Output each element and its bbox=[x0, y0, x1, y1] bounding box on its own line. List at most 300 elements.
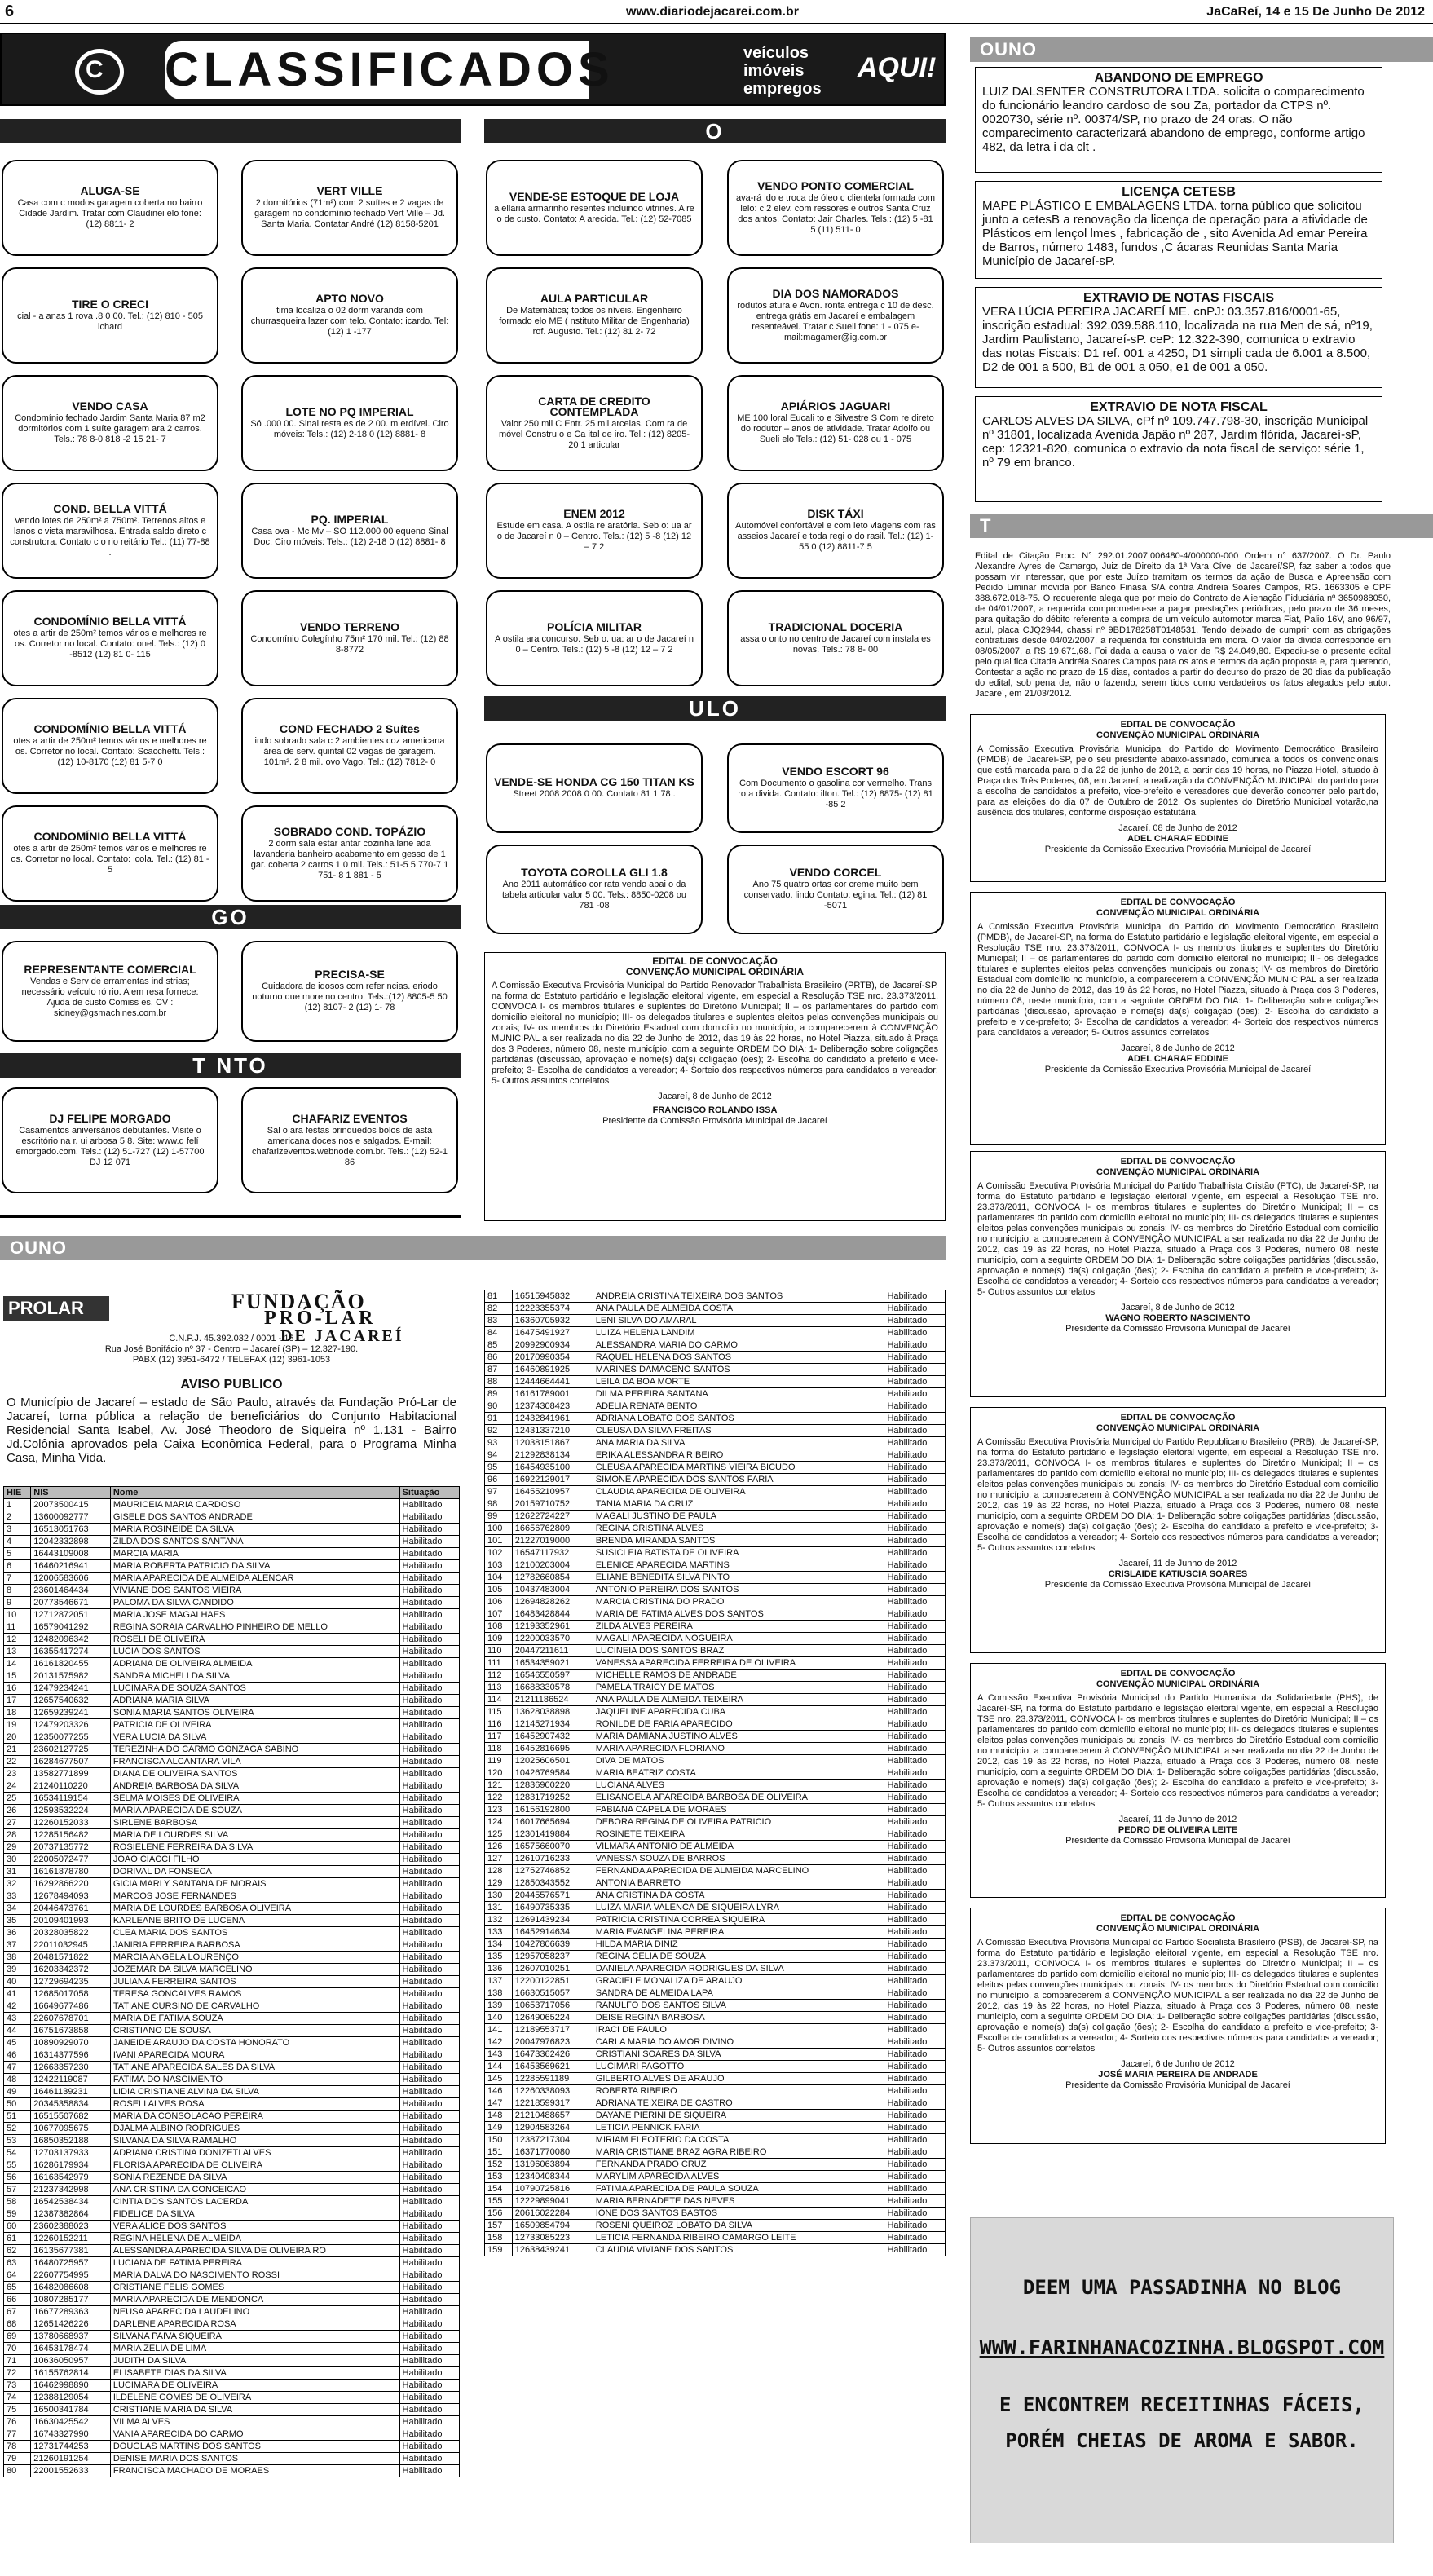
table-cell: 12733085223 bbox=[512, 2232, 593, 2244]
classified-ad bbox=[2, 483, 218, 579]
table-row bbox=[4, 1976, 460, 1988]
table-cell: MARIA BERNADETE DAS NEVES bbox=[593, 2195, 884, 2208]
table-cell: Habilitado bbox=[399, 1511, 459, 1524]
table-row bbox=[485, 2244, 946, 2256]
table-row bbox=[485, 2061, 946, 2073]
table-cell: GICIA MARLY SANTANA DE MORAIS bbox=[110, 1878, 399, 1890]
blog-url[interactable]: WWW.FARINHANACOZINHA.BLOGSPOT.COM bbox=[979, 2336, 1385, 2359]
table-cell: 29 bbox=[4, 1842, 31, 1854]
table-cell: MARIA BEATRIZ COSTA bbox=[593, 1767, 884, 1780]
table-row bbox=[485, 1743, 946, 1755]
table-cell: 54 bbox=[4, 2147, 31, 2159]
edital-convocacao bbox=[970, 714, 1386, 882]
table-row bbox=[485, 1926, 946, 1939]
table-cell: MARIA APARECIDA FLORIANO bbox=[593, 1743, 884, 1755]
table-cell: 12479203326 bbox=[31, 1719, 111, 1731]
edital-t1: EDITAL DE CONVOCAÇÃO bbox=[1120, 1913, 1236, 1923]
banner-aqui: AQUI! bbox=[858, 52, 937, 83]
table-cell: 12260338093 bbox=[512, 2085, 593, 2097]
table-cell: Habilitado bbox=[884, 1743, 946, 1755]
edital-t1: EDITAL DE CONVOCAÇÃO bbox=[1120, 898, 1236, 907]
table-cell: MARIA APARECIDA DE ALMEIDA ALENCAR bbox=[110, 1573, 399, 1585]
table-cell: MICHELLE RAMOS DE ANDRADE bbox=[593, 1670, 884, 1682]
table-cell: 16743327990 bbox=[31, 2428, 111, 2441]
table-cell: 12904583264 bbox=[512, 2122, 593, 2134]
table-row bbox=[485, 1376, 946, 1388]
table-cell: Habilitado bbox=[884, 2000, 946, 2012]
table-cell: SIRLENE BARBOSA bbox=[110, 1817, 399, 1829]
table-cell: Habilitado bbox=[399, 1952, 459, 1964]
table-cell: Habilitado bbox=[399, 1793, 459, 1805]
table-cell: REGINA HELENA DE ALMEIDA bbox=[110, 2233, 399, 2245]
table-cell: 16688330578 bbox=[512, 1682, 593, 1694]
edital-role: Presidente da Comissão Executiva Provisória Municipal de Jacareí bbox=[1044, 1580, 1312, 1590]
table-row bbox=[4, 1903, 460, 1915]
table-cell: 16546550597 bbox=[512, 1670, 593, 1682]
table-cell: Habilitado bbox=[884, 2195, 946, 2208]
table-cell: MARIA ROBERTA PATRICIO DA SILVA bbox=[110, 1560, 399, 1573]
table-cell: 12444664441 bbox=[512, 1376, 593, 1388]
table-cell: 12006583606 bbox=[31, 1573, 111, 1585]
legal-notice-text: CARLOS ALVES DA SILVA, cPf nº 109.747.798-30, inscrição Municipal nº 31801, localizada Avenida Japão nº 287, Jardim flórida, Jacareí-sP, cep: 12321-820, comunica o extravio da nota fiscal de serviço: série 1, nº 79 em branco. bbox=[982, 414, 1369, 470]
table-cell: 16455210957 bbox=[512, 1486, 593, 1498]
table-cell: Habilitado bbox=[399, 2172, 459, 2184]
section-veiculos: ULO bbox=[484, 696, 946, 721]
ad-text: Automóvel confortável e com leto viagens com ras asseios Jacareí e toda regi o do rasil. Tel.: (12) 1-55 0 (12) 8811-7 5 bbox=[735, 521, 936, 552]
table-cell: Habilitado bbox=[884, 2049, 946, 2061]
table-cell: RAQUEL HELENA DOS SANTOS bbox=[593, 1352, 884, 1364]
table-row bbox=[485, 1462, 946, 1474]
ad-title: PQ. IMPERIAL bbox=[311, 512, 389, 526]
table-cell: HILDA MARIA DINIZ bbox=[593, 1939, 884, 1951]
table-cell: 135 bbox=[485, 1951, 513, 1963]
ad-title: VENDO ESCORT 96 bbox=[782, 765, 889, 778]
table-cell: Habilitado bbox=[399, 1670, 459, 1683]
table-cell: 12482096342 bbox=[31, 1634, 111, 1646]
ad-title: ENEM 2012 bbox=[563, 507, 625, 520]
table-cell: Habilitado bbox=[884, 1633, 946, 1645]
table-cell: 20047976823 bbox=[512, 2036, 593, 2049]
table-cell: Habilitado bbox=[884, 1670, 946, 1682]
table-cell: Habilitado bbox=[399, 2306, 459, 2318]
table-cell: Habilitado bbox=[399, 1658, 459, 1670]
table-cell: 12 bbox=[4, 1634, 31, 1646]
ad-text: Com Documento o gasolina cor vermelho. Trans ro a divida. Contato: ilton. Tel.: (12) 8875- (12) 81 -85 2 bbox=[738, 779, 933, 809]
ad-title: APIÁRIOS JAGUARI bbox=[780, 399, 891, 412]
table-cell: 12218599317 bbox=[512, 2097, 593, 2110]
table-cell: Habilitado bbox=[884, 1792, 946, 1804]
table-cell: Habilitado bbox=[399, 1756, 459, 1768]
ad-title: VENDE-SE HONDA CG 150 TITAN KS bbox=[494, 775, 694, 788]
table-row bbox=[485, 1987, 946, 2000]
table-cell: 22607754995 bbox=[31, 2269, 111, 2282]
table-cell: ANDREIA BARBOSA DA SILVA bbox=[110, 1780, 399, 1793]
table-cell: KARLEANE BRITO DE LUCENA bbox=[110, 1915, 399, 1927]
edital-t2: CONVENÇÃO MUNICIPAL ORDINÁRIA bbox=[1096, 908, 1260, 918]
table-row bbox=[485, 2232, 946, 2244]
table-cell: Habilitado bbox=[884, 2085, 946, 2097]
table-cell: 12260152211 bbox=[31, 2233, 111, 2245]
table-row bbox=[485, 2085, 946, 2097]
table-cell: 48 bbox=[4, 2074, 31, 2086]
table-cell: 78 bbox=[4, 2441, 31, 2453]
table-cell: MARIA APARECIDA DE SOUZA bbox=[110, 1805, 399, 1817]
table-cell: Habilitado bbox=[399, 2049, 459, 2062]
table-cell: 75 bbox=[4, 2404, 31, 2416]
ad-text: assa o onto no centro de Jacareí com instala es novas. Tels.: 78 8- 00 bbox=[740, 633, 931, 655]
table-row bbox=[4, 2318, 460, 2331]
table-cell: 133 bbox=[485, 1926, 513, 1939]
table-cell: Habilitado bbox=[399, 2392, 459, 2404]
ad-text: De Matemática; todos os níveis. Engenheiro formado elo ME ( nstituto Militar de Engenharia) rof. Augusto. Tel.: (12) 81 2- 72 bbox=[499, 306, 690, 337]
ad-text: otes a artir de 250m² temos vários e melhores re os. Corretor no local. Contato: icola. Tel.: (12) 81 - 5 bbox=[11, 844, 209, 875]
ad-title: APTO NOVO bbox=[315, 292, 384, 305]
table-cell: 115 bbox=[485, 1706, 513, 1718]
table-cell: ADRIANA CRISTINA DONIZETI ALVES bbox=[110, 2147, 399, 2159]
ad-text: Só .000 00. Sinal resta es de 2 00. m erdível. Ciro móveis: Tels.: (12) 2-18 0 (12) 8881- 8 bbox=[250, 418, 449, 439]
table-cell: 21240110220 bbox=[31, 1780, 111, 1793]
table-cell: 97 bbox=[485, 1486, 513, 1498]
table-cell: Habilitado bbox=[884, 1706, 946, 1718]
table-cell: DIANA DE OLIVEIRA SANTOS bbox=[110, 1768, 399, 1780]
table-cell: LETICIA PENNICK FARIA bbox=[593, 2122, 884, 2134]
table-cell: MARIA DAMIANA JUSTINO ALVES bbox=[593, 1731, 884, 1743]
table-cell: 41 bbox=[4, 1988, 31, 2000]
table-cell: 16475491927 bbox=[512, 1327, 593, 1339]
edital-body: A Comissão Executiva Provisória Municipal do Partido Trabalhista Cristão (PTC), de Jacareí-SP, na forma do Estatuto partidário e legislação eleitoral vigente, em especial a Resolução TSE nro. 23.373/2011, CONVOCA I- os membros titulares e suplentes do Diretório Municipal; II – os parlamentares do partido com domicílio eleitoral no município; III- os delegados titulares e suplentes eleitos pelas convenções municipais ou zonais; IV- os membros do Diretório Estadual com domicílio no município, a comparecerem à CONVENÇÃO MUNICIPAL a ser realizada no dia 22 de Junho de 2012, das 19 às 22 horas, no Hotel Piazza, situado à Praça dos 3 Poderes, número 08, neste município, com a seguinte ORDEM DO DIA: 1- Deliberação sobre coligações partidárias (discussão, aprovação e nome(s) da(s) coligação (ões); 2- Escolha do candidato a prefeito e vice-prefeito; 3- Escolha de candidatos a vereador; 4- Sorteio dos respectivos números para candidatos a vereador; 5- Outros assuntos correlatos bbox=[977, 1181, 1378, 1297]
table-cell: Habilitado bbox=[399, 2184, 459, 2196]
table-cell: FERNANDA APARECIDA DE ALMEIDA MARCELINO bbox=[593, 1865, 884, 1877]
table-cell: 112 bbox=[485, 1670, 513, 1682]
table-cell: 144 bbox=[485, 2061, 513, 2073]
classified-ad bbox=[486, 160, 703, 256]
table-cell: 12752746852 bbox=[512, 1865, 593, 1877]
table-row bbox=[4, 1646, 460, 1658]
table-cell: 20445576571 bbox=[512, 1890, 593, 1902]
table-cell: 103 bbox=[485, 1559, 513, 1572]
table-row bbox=[485, 2146, 946, 2159]
table-cell: CRISTIANO DE SOUSA bbox=[110, 2025, 399, 2037]
table-row bbox=[485, 1657, 946, 1670]
table-cell: TEREZINHA DO CARMO GONZAGA SABINO bbox=[110, 1744, 399, 1756]
table-cell: Habilitado bbox=[884, 1486, 946, 1498]
beneficiarios-table-1 bbox=[3, 1486, 460, 2477]
table-cell: 16 bbox=[4, 1683, 31, 1695]
table-cell: 109 bbox=[485, 1633, 513, 1645]
table-cell: MARCIA CRISTINA DO PRADO bbox=[593, 1596, 884, 1608]
ad-text: indo sobrado sala c 2 ambientes coz americana área de serv. quintal 02 vagas de garagem. 101m². 2 8 mil. ovo Vago. Tel.: (12) 7812- 0 bbox=[254, 736, 445, 767]
table-cell: 105 bbox=[485, 1584, 513, 1596]
classified-ad bbox=[241, 1087, 458, 1193]
table-row bbox=[485, 1584, 946, 1596]
table-cell: 77 bbox=[4, 2428, 31, 2441]
table-cell: 16443109008 bbox=[31, 1548, 111, 1560]
table-row bbox=[4, 2294, 460, 2306]
table-cell: Habilitado bbox=[884, 1755, 946, 1767]
legal-notice-title: EXTRAVIO DE NOTAS FISCAIS bbox=[1082, 291, 1275, 305]
table-cell: 12387382864 bbox=[31, 2208, 111, 2221]
table-cell: DJALMA ALBINO RODRIGUES bbox=[110, 2123, 399, 2135]
edital-citacao: Edital de Citação Proc. N° 292.01.2007.006480-4/000000-000 Ordem n° 637/2007. O Dr. Paulo Alexandre Ayres de Camargo, Juiz de Direito da 1ª Vara Cível de Jacareí/SP, faz saber a todos que possam vir interessar, que por este Juízo tramitam os termos da ação de Busca e Apreensão com Pedido Liminar movida por Banco Finasa S/A contra Andreia Soares Campos, RG. 1663305 e CPF 388.672.018-75. O requerente alega que por meio do Contrato de Alienação Fiduciária nº 3650988050, de 04/01/2007, a requerida comprometeu-se a pagar prestações periódicas, pelo prazo de 36 meses, para quitação do débito referente a compra de um veículo automotor marca Fiat, Palio 16V, ano 96/97, azul, placa CJQ2944, chassi nº 9BD178258T0148531. Tendo deixado de cumprir com as obrigações contratuais desde 04/02/2007, a requerida foi constituída em mora. O valor da dívida corresponde em 08/05/2007, a R$ 19.671,68. Foi dada a causa o valor de R$ 24.049,80. Expediu-se o presente edital pelo qual fica Citada Andréia Soares Campos para os atos e termos da ação proposta e, para querendo, Contestar a ação no prazo de 15 dias, contados a partir do decurso do prazo de 20 dias da publicação do edital, sob pena de, não o fazendo, serem tidos como verdadeiros os fatos alegados pelo autor. Jacareí, em 21/03/2012. bbox=[975, 551, 1391, 699]
table-row bbox=[4, 2257, 460, 2269]
table-cell: 16286179934 bbox=[31, 2159, 111, 2172]
table-cell: 22001552633 bbox=[31, 2465, 111, 2477]
table-cell: 16371770080 bbox=[512, 2146, 593, 2159]
table-cell: 60 bbox=[4, 2221, 31, 2233]
classified-ad bbox=[486, 743, 703, 833]
column-header: Nome bbox=[110, 1487, 399, 1499]
table-cell: 16630425542 bbox=[31, 2416, 111, 2428]
table-row bbox=[485, 1474, 946, 1486]
table-row bbox=[485, 1437, 946, 1449]
table-cell: 153 bbox=[485, 2171, 513, 2183]
table-cell: Habilitado bbox=[884, 1462, 946, 1474]
table-cell: Habilitado bbox=[399, 1585, 459, 1597]
table-cell: 59 bbox=[4, 2208, 31, 2221]
table-cell: SILVANA PAIVA SIQUEIRA bbox=[110, 2331, 399, 2343]
table-cell: 20 bbox=[4, 1731, 31, 1744]
table-cell: Habilitado bbox=[399, 2196, 459, 2208]
ad-text: Valor 250 mil C Entr. 25 mil arcelas. Com ra de móvel Constru o e Ca ital de iro. Tel.: (12) 8205-20 1 articular bbox=[499, 418, 690, 450]
table-cell: Habilitado bbox=[884, 1718, 946, 1731]
site-url[interactable]: www.diariodejacarei.com.br bbox=[626, 5, 799, 19]
classified-ad bbox=[241, 805, 458, 902]
table-cell: VILMARA ANTONIO DE ALMEIDA bbox=[593, 1841, 884, 1853]
table-cell: 139 bbox=[485, 2000, 513, 2012]
table-cell: 10437483004 bbox=[512, 1584, 593, 1596]
table-cell: PATRICIA DE OLIVEIRA bbox=[110, 1719, 399, 1731]
table-cell: ELISABETE DIAS DA SILVA bbox=[110, 2367, 399, 2380]
table-cell: 12729694235 bbox=[31, 1976, 111, 1988]
table-cell: 13582771899 bbox=[31, 1768, 111, 1780]
classified-ad bbox=[486, 375, 703, 471]
ad-text: otes a artir de 250m² temos vários e melhores re os. Corretor no local. Contato: Scacchetti. Tels.: (12) 10-8170 (12) 81 5-7 0 bbox=[13, 736, 207, 767]
edital-role: Presidente da Comissão Provisória Municipal de Jacareí bbox=[1065, 2080, 1290, 2090]
table-cell: 12223355374 bbox=[512, 1303, 593, 1315]
table-cell: VERA LUCIA DA SILVA bbox=[110, 1731, 399, 1744]
table-cell: 20446473761 bbox=[31, 1903, 111, 1915]
table-cell: Habilitado bbox=[399, 2025, 459, 2037]
edital-t1: EDITAL DE CONVOCAÇÃO bbox=[1120, 1413, 1236, 1423]
table-cell: 81 bbox=[485, 1290, 513, 1303]
table-cell: 47 bbox=[4, 2062, 31, 2074]
table-cell: 14 bbox=[4, 1658, 31, 1670]
table-row bbox=[4, 1805, 460, 1817]
table-cell: 12285156482 bbox=[31, 1829, 111, 1842]
table-cell: Habilitado bbox=[884, 1437, 946, 1449]
classified-ad bbox=[241, 483, 458, 579]
section-emprego: GO bbox=[0, 905, 461, 929]
table-cell: CLEUSA APARECIDA MARTINS VIEIRA BICUDO bbox=[593, 1462, 884, 1474]
table-cell: Habilitado bbox=[884, 2061, 946, 2073]
table-cell: IVANI APARECIDA MOURA bbox=[110, 2049, 399, 2062]
table-cell: 12957058237 bbox=[512, 1951, 593, 1963]
table-cell: 16751673858 bbox=[31, 2025, 111, 2037]
table-cell: Habilitado bbox=[884, 2073, 946, 2085]
table-cell: 12229899041 bbox=[512, 2195, 593, 2208]
ad-text: Condomínio Colegínho 75m² 170 mil. Tel.: (12) 88 8-8772 bbox=[250, 633, 449, 655]
ad-title: VENDO PONTO COMERCIAL bbox=[757, 179, 914, 192]
ad-text: A ostila ara concurso. Seb o. ua: ar o de Jacareí n 0 – Centro. Tels.: (12) 5 -8 (12) 12 – 7 2 bbox=[495, 633, 694, 655]
table-cell: 12260152033 bbox=[31, 1817, 111, 1829]
edital-name: ADEL CHARAF EDDINE bbox=[1127, 834, 1228, 844]
edital-t2: CONVENÇÃO MUNICIPAL ORDINÁRIA bbox=[1096, 1167, 1260, 1177]
table-cell: 43 bbox=[4, 2013, 31, 2025]
table-row bbox=[4, 1719, 460, 1731]
table-cell: 110 bbox=[485, 1645, 513, 1657]
table-cell: 35 bbox=[4, 1915, 31, 1927]
table-cell: MARIA APARECIDA DE MENDONCA bbox=[110, 2294, 399, 2306]
table-row bbox=[485, 2159, 946, 2171]
table-cell: 16135677381 bbox=[31, 2245, 111, 2257]
table-cell: 16017665694 bbox=[512, 1816, 593, 1828]
table-row bbox=[4, 2037, 460, 2049]
table-cell: MARIA CRISTIANE BRAZ AGRA RIBEIRO bbox=[593, 2146, 884, 2159]
table-row bbox=[4, 1780, 460, 1793]
table-cell: JANEIDE ARAUJO DA COSTA HONORATO bbox=[110, 2037, 399, 2049]
table-cell: MARIA ZELIA DE LIMA bbox=[110, 2343, 399, 2355]
table-cell: 102 bbox=[485, 1547, 513, 1559]
table-cell: 113 bbox=[485, 1682, 513, 1694]
column-header: Situação bbox=[399, 1487, 459, 1499]
table-cell: ROSINETE TEIXEIRA bbox=[593, 1828, 884, 1841]
table-row bbox=[485, 1792, 946, 1804]
table-row bbox=[4, 1866, 460, 1878]
table-cell: 12025606501 bbox=[512, 1755, 593, 1767]
table-cell: 92 bbox=[485, 1425, 513, 1437]
table-cell: Habilitado bbox=[884, 1841, 946, 1853]
table-row bbox=[485, 2183, 946, 2195]
table-row bbox=[485, 1559, 946, 1572]
table-cell: CRISTIANE MARIA DA SILVA bbox=[110, 2404, 399, 2416]
table-cell: Habilitado bbox=[884, 1621, 946, 1633]
table-cell: Habilitado bbox=[884, 1645, 946, 1657]
table-cell: 18 bbox=[4, 1707, 31, 1719]
table-cell: 12387217304 bbox=[512, 2134, 593, 2146]
table-row bbox=[4, 2355, 460, 2367]
table-cell: Habilitado bbox=[399, 2013, 459, 2025]
table-cell: DILMA PEREIRA SANTANA bbox=[593, 1388, 884, 1400]
classified-ad bbox=[486, 267, 703, 364]
legal-notice-box bbox=[975, 181, 1382, 279]
table-cell: 148 bbox=[485, 2110, 513, 2122]
classified-ad bbox=[486, 845, 703, 934]
table-cell: 16284677507 bbox=[31, 1756, 111, 1768]
table-cell: Habilitado bbox=[884, 1547, 946, 1559]
table-row bbox=[4, 2208, 460, 2221]
table-cell: 10 bbox=[4, 1609, 31, 1621]
table-cell: 13196063894 bbox=[512, 2159, 593, 2171]
table-cell: ELISANGELA APARECIDA BARBOSA DE OLIVEIRA bbox=[593, 1792, 884, 1804]
table-cell: 87 bbox=[485, 1364, 513, 1376]
ad-text: Casamentos aniversários debutantes. Visite o escritório na r. ui arbosa 5 8. Site: www.d felí emorgado.com. Tels.: (12) 51-727 (12) 1-57700 DJ 12 071 bbox=[15, 1125, 205, 1167]
edital-body: A Comissão Executiva Provisória Municipal do Partido do Movimento Democrático Brasileiro (PMDB) de Jacareí-SP, pelo seu presidente abaixo-assinado, comunica a todos os convencionais que está marcada para o dia 22 de junho de 2012, a partir das 19 horas, no Piazza Hotel, situado à Praça dos Três Poderes, 08, em Jacareí, a realização da CONVENÇÃO MUNICIPAL do partido para a escolha de candidatos a prefeito, vice-prefeito e vereadores que deverão concorrer pelo partido, para as eleições do dia 07 de Outubro de 2012. Os suplentes do Diretório Municipal votarão,na ausência dos titulares, conforme disposição estatutária. bbox=[977, 744, 1378, 818]
table-cell: Habilitado bbox=[399, 1499, 459, 1511]
table-cell: Habilitado bbox=[399, 2159, 459, 2172]
aviso-publico-text: O Município de Jacareí – estado de São Paulo, através da Fundação Pró-Lar de Jacareí, torna pública a relação de beneficiários do Conjunto Habitacional Residencial Santa Isabel, Av. José Theodoro de Siqueira nº 1.131 - Bairro Jd.Colônia aprovados pela Caixa Econômica Federal, para o Programa Minha Casa, Minha Vida. bbox=[7, 1396, 456, 1465]
table-cell: 20345358834 bbox=[31, 2098, 111, 2111]
edital-t2: CONVENÇÃO MUNICIPAL ORDINÁRIA bbox=[1096, 1423, 1260, 1433]
table-cell: MARIA DE FATIMA SOUZA bbox=[110, 2013, 399, 2025]
table-cell: JANIRIA FERREIRA BARBOSA bbox=[110, 1939, 399, 1952]
table-cell: Habilitado bbox=[399, 2331, 459, 2343]
table-cell: ANA CRISTINA DA CONCEICAO bbox=[110, 2184, 399, 2196]
table-cell: 10427806639 bbox=[512, 1939, 593, 1951]
table-cell: 37 bbox=[4, 1939, 31, 1952]
table-cell: MARIA DE LOURDES SILVA bbox=[110, 1829, 399, 1842]
table-cell: 17 bbox=[4, 1695, 31, 1707]
table-cell: FRANCISCA MACHADO DE MORAES bbox=[110, 2465, 399, 2477]
table-cell: Habilitado bbox=[884, 1425, 946, 1437]
table-cell: 121 bbox=[485, 1780, 513, 1792]
table-cell: LIDIA CRISTIANE ALVINA DA SILVA bbox=[110, 2086, 399, 2098]
ad-text: ava-rá ido e troca de óleo c clientela formada com lelo: c 2 elev. com ressores e outros Santa Cruz dos antos. Contato: Jair Charles. Tels.: (12) 5 -81 5 (11) 511- 0 bbox=[736, 192, 935, 235]
table-cell: DIVA DE MATOS bbox=[593, 1755, 884, 1767]
classified-ad bbox=[727, 590, 944, 686]
table-cell: 69 bbox=[4, 2331, 31, 2343]
edital-name: JOSÉ MARIA PEREIRA DE ANDRADE bbox=[1098, 2070, 1258, 2080]
table-cell: FATIMA DO NASCIMENTO bbox=[110, 2074, 399, 2086]
legal-notice-title: EXTRAVIO DE NOTA FISCAL bbox=[1090, 400, 1268, 414]
table-cell: 16575660070 bbox=[512, 1841, 593, 1853]
table-cell: IONE DOS SANTOS BASTOS bbox=[593, 2208, 884, 2220]
edital-body: A Comissão Executiva Provisória Municipal do Partido Republicano Brasileiro (PRB), de Jacareí-SP, na forma do Estatuto partidário e legislação eleitoral vigente, em especial a Resolução TSE nro. 23.373/2011, CONVOCA I- os membros titulares e suplentes do Diretório Municipal; II – os parlamentares do partido com domicílio eleitoral no município; III- os delegados titulares e suplentes eleitos pelas convenções municipais ou zonais; IV- os membros do Diretório Estadual com domicílio no município, a comparecerem à CONVENÇÃO MUNICIPAL a ser realizada no dia 22 de Junho de 2012, das 19 às 22 horas, no Hotel Piazza, situado à Praça dos 3 Poderes, número 08, neste município, com a seguinte ORDEM DO DIA: 1- Deliberação sobre coligações partidárias (discussão, aprovação e nome(s) da(s) coligação (ões); 2- Escolha do candidato a prefeito e vice-prefeito; 3- Escolha de candidatos a vereador; 4- Sorteio dos respectivos números para candidatos a vereador; 5- Outros assuntos correlatos bbox=[977, 1437, 1378, 1553]
table-cell: Habilitado bbox=[884, 1767, 946, 1780]
table-row bbox=[4, 2331, 460, 2343]
ad-title: VENDE-SE ESTOQUE DE LOJA bbox=[509, 189, 680, 203]
table-cell: Habilitado bbox=[884, 2220, 946, 2232]
table-cell: 20073500415 bbox=[31, 1499, 111, 1511]
table-cell: 16462998890 bbox=[31, 2380, 111, 2392]
table-row bbox=[4, 1878, 460, 1890]
edital-convocacao bbox=[970, 892, 1386, 1145]
edital-body: A Comissão Executiva Provisória Municipal do Partido do Movimento Democrático Brasileiro (PMDB), de Jacareí-SP, na forma do Estatuto partidário e legislação eleitoral vigente, em especial a Resolução TSE nro. 23.373/2011, CONVOCA I- os membros titulares e suplentes do Diretório Municipal; II – os parlamentares do partido com domicílio eleitoral no município; III- os delegados titulares e suplentes eleitos pelas convenções municipais ou zonais; IV- os membros do Diretório Estadual com domicílio no município, a comparecerem à CONVENÇÃO MUNICIPAL a ser realizada no dia 22 de Junho de 2012, das 19 às 22 horas, no Hotel Piazza, situado à Praça dos 3 Poderes, número 08, neste município, com a seguinte ORDEM DO DIA: 1- Deliberação sobre coligações partidárias (discussão, aprovação e nome(s) da(s) coligação (ões); 2- Escolha do candidato a prefeito e vice-prefeito; 3- Escolha de candidatos a vereador; 4- Sorteio dos respectivos números para candidatos a vereador; 5- Outros assuntos correlatos bbox=[977, 922, 1378, 1038]
divider bbox=[0, 1215, 461, 1218]
table-row bbox=[4, 2441, 460, 2453]
table-cell: LUCIMARA DE OLIVEIRA bbox=[110, 2380, 399, 2392]
table-cell: 16454935100 bbox=[512, 1462, 593, 1474]
ad-text: ME 100 loral Eucali to e Silvestre S Com re direto do rodutor – anos de atividade. Tratar Adolfo ou Sueli elo Tels.: (12) 51- 028 ou 1 - 075 bbox=[737, 413, 934, 444]
table-cell: 16542538434 bbox=[31, 2196, 111, 2208]
table-row bbox=[4, 2111, 460, 2123]
table-cell: 13600092777 bbox=[31, 1511, 111, 1524]
ad-title: CHAFARIZ EVENTOS bbox=[292, 1111, 408, 1125]
table-row bbox=[485, 1303, 946, 1315]
classified-ad bbox=[727, 160, 944, 256]
edital-convocacao bbox=[970, 1151, 1386, 1397]
table-cell: 16630515057 bbox=[512, 1987, 593, 2000]
table-cell: Habilitado bbox=[884, 2024, 946, 2036]
ad-title: COND. BELLA VITTÁ bbox=[53, 501, 167, 515]
table-cell: 129 bbox=[485, 1877, 513, 1890]
table-row bbox=[485, 1498, 946, 1511]
table-cell: 12703137933 bbox=[31, 2147, 111, 2159]
table-cell: 12831719252 bbox=[512, 1792, 593, 1804]
table-cell: 30 bbox=[4, 1854, 31, 1866]
legal-notice-text: VERA LÚCIA PEREIRA JACAREÍ ME. cnPJ: 03.357.816/0001-65, inscrição estadual: 392.039.588.110, localizada na rua Men de sá, nº19, Jardim Paulistano, Jacareí-sP. ceP: 12.322-390, comunica o extravio das notas Fiscais: D1 ref. 001 a 4250, D1 simpli cada de 6.001 a 8.500, D2 de 001 a 500, B1 de 001 a 050, e1 de 001 a 050. bbox=[982, 305, 1373, 374]
ad-title: DJ FELIPE MORGADO bbox=[49, 1111, 171, 1125]
table-cell: 20328035822 bbox=[31, 1927, 111, 1939]
table-row bbox=[4, 1793, 460, 1805]
table-row bbox=[4, 1658, 460, 1670]
table-cell: 100 bbox=[485, 1523, 513, 1535]
table-cell: Habilitado bbox=[399, 1719, 459, 1731]
classified-ad bbox=[2, 267, 218, 364]
table-row bbox=[4, 2465, 460, 2477]
table-cell: LUCIANA ALVES bbox=[593, 1780, 884, 1792]
table-row bbox=[485, 2134, 946, 2146]
ad-title: CARTA DE CREDITO CONTEMPLADA bbox=[538, 394, 650, 418]
